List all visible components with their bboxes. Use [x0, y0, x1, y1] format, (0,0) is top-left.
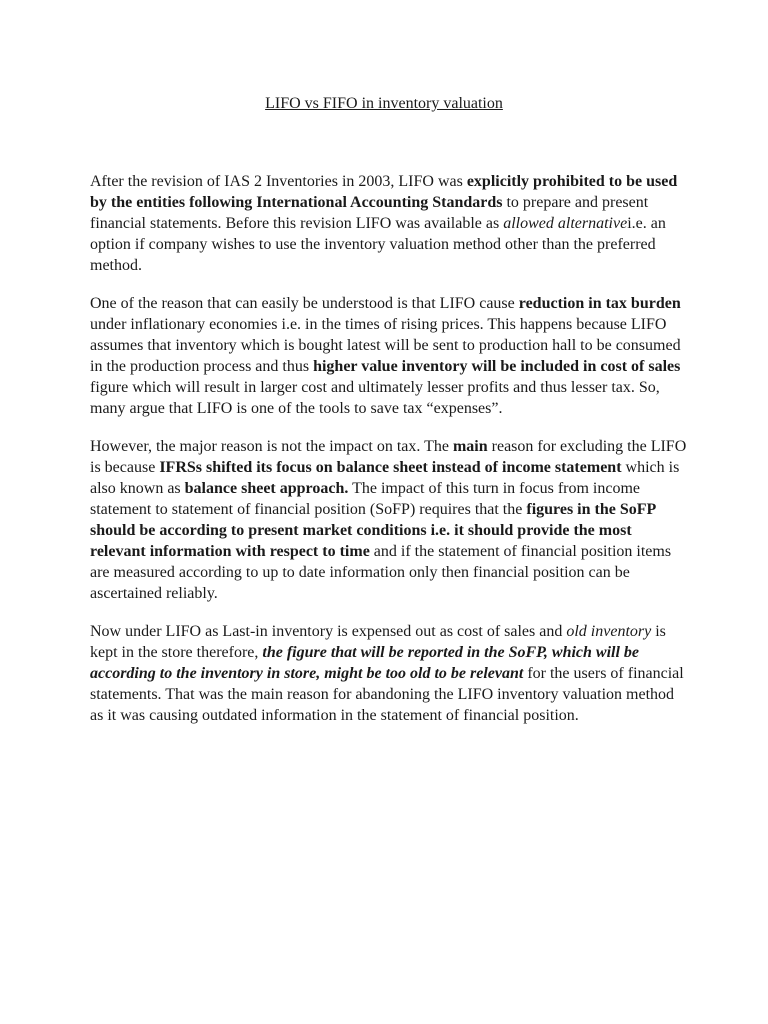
paragraph-1-run-3: to prepare and present financial statements. Before this revision LIFO was available as	[90, 194, 649, 232]
paragraph-3-run-2: main	[452, 438, 488, 455]
paragraph-3-run-5: which is also known as	[90, 459, 680, 497]
paragraph-1-run-4: allowed alternative	[503, 215, 628, 232]
paragraph-1	[90, 171, 688, 276]
paragraph-1-run-1: After the revision of IAS 2 Inventories in 2003, LIFO was	[90, 173, 467, 190]
paragraph-4-run-5: for the users of financial statements. That was the main reason for abandoning the LIFO inventory valuation method as it was causing outdated information in the statement of financial position.	[90, 665, 684, 724]
paragraph-2-run-5: figure which will result in larger cost and ultimately lesser profits and thus lesser tax. So, many argue that LIFO is one of the tools to save tax “expenses”.	[90, 379, 660, 417]
paragraph-4-run-4: the figure that will be reported in the SoFP, which will be according to the inventory in store, might be too old to be relevant	[90, 644, 640, 682]
paragraph-3-run-6: balance sheet approach.	[184, 480, 349, 497]
paragraph-2-run-1: One of the reason that can easily be understood is that LIFO cause	[90, 295, 519, 312]
paragraph-3-run-7: The impact of this turn in focus from income statement to statement of financial position (SoFP) requires that the	[90, 480, 641, 518]
paragraph-3-run-4: IFRSs shifted its focus on balance sheet instead of income statement	[159, 459, 622, 476]
document-body	[90, 171, 688, 743]
paragraph-1-run-2: explicitly prohibited to be used by the entities following International Accounting Standards	[90, 173, 678, 211]
paragraph-3-run-1: However, the major reason is not the impact on tax. The	[90, 438, 453, 455]
paragraph-2-run-2: reduction in tax burden	[518, 295, 681, 312]
paragraph-3-run-3: reason for excluding the LIFO is because	[90, 438, 687, 476]
paragraph-2-run-4: higher value inventory will be included in cost of sales	[313, 358, 681, 375]
paragraph-3	[90, 436, 688, 604]
paragraph-3-run-8: figures in the SoFP should be according to present market conditions i.e. it should provide the most relevant information with respect to time	[90, 501, 656, 560]
paragraph-4	[90, 621, 688, 726]
document-title: LIFO vs FIFO in inventory valuation	[265, 95, 503, 112]
paragraph-1-run-5: i.e. an option if company wishes to use the inventory valuation method other than the preferred method.	[90, 215, 666, 274]
paragraph-2-run-3: under inflationary economies i.e. in the times of rising prices. This happens because LIFO assumes that inventory which is bought latest will be sent to production hall to be consumed in the production process and thus	[90, 316, 681, 375]
paragraph-4-run-3: is kept in the store therefore,	[90, 623, 666, 661]
paragraph-4-run-1: Now under LIFO as Last-in inventory is expensed out as cost of sales and	[90, 623, 567, 640]
paragraph-3-run-9: and if the statement of financial position items are measured according to up to date information only then financial position can be ascertained reliably.	[90, 543, 672, 602]
paragraph-4-run-2: old inventory	[566, 623, 652, 640]
paragraph-2	[90, 293, 688, 419]
